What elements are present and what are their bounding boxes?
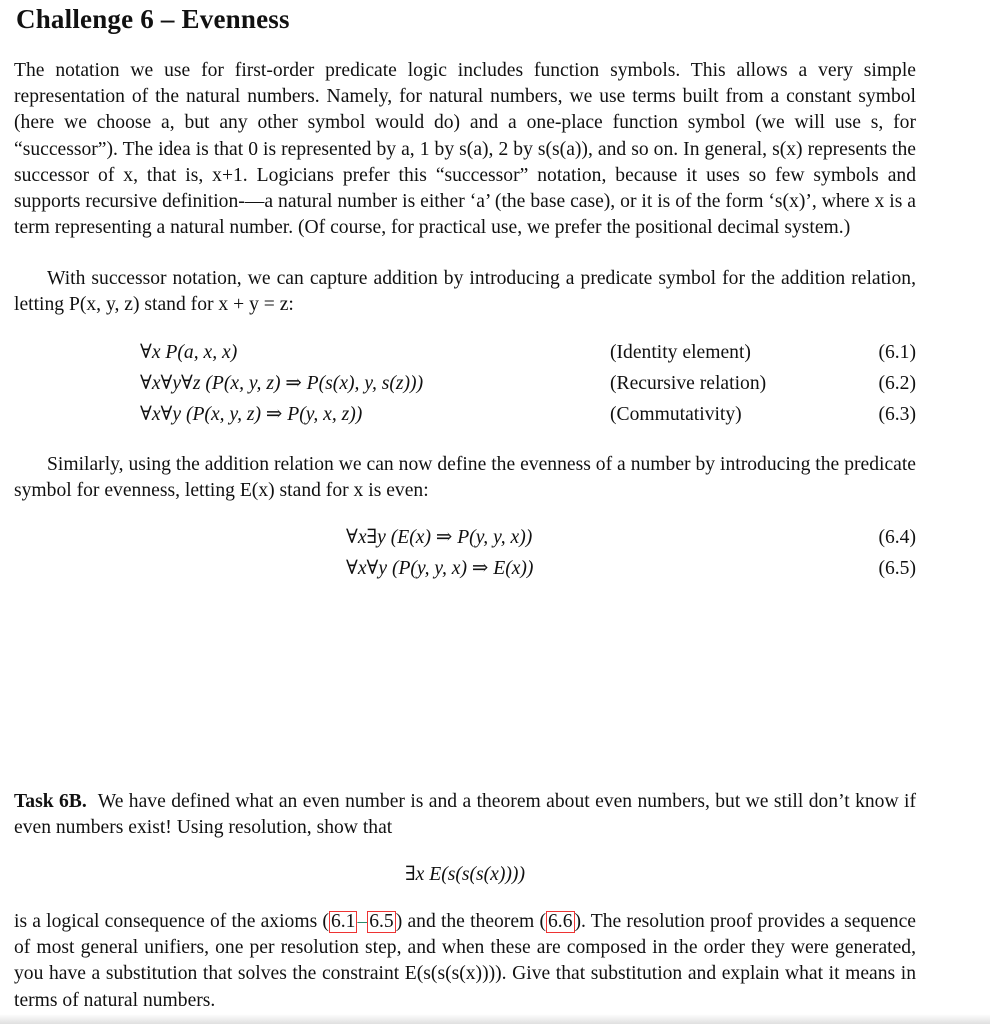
- equation-row: [14, 556, 916, 582]
- equation-formula: ∀x P(a, x, x): [140, 342, 238, 363]
- page-title: Challenge 6 – Evenness: [16, 4, 290, 34]
- equation-label: (Commutativity): [610, 404, 742, 425]
- equation-formula: ∀x∃y (E(x) ⇒ P(y, y, x)): [346, 527, 533, 548]
- task-paragraph: [14, 789, 916, 841]
- equation-row: [14, 371, 916, 397]
- equation-number: (6.5): [878, 558, 916, 579]
- equation-reference-link[interactable]: 6.5: [369, 911, 394, 932]
- page-bottom-shadow: [0, 1014, 990, 1024]
- equation-reference-link[interactable]: 6.1: [330, 911, 356, 932]
- task-text: We have defined what an even number is and a theorem about even numbers, but we still don’t know if even numbers exist! Using resolution, show that: [14, 791, 916, 839]
- task-label: Task 6B.: [14, 791, 87, 812]
- equation-formula: ∀x∀y (P(y, y, x) ⇒ E(x)): [346, 558, 534, 579]
- evenness-paragraph: Similarly, using the addition relation we can now define the evenness of a number by introducing the predicate symbol for evenness, letting E(x) stand for x is even:: [14, 454, 916, 502]
- equation-row: [14, 402, 916, 428]
- equation-label: (Recursive relation): [610, 373, 767, 394]
- task-text: is a logical consequence of the axioms (: [14, 911, 329, 932]
- task-text: ) and the theorem (: [395, 911, 546, 932]
- equation-row: [14, 340, 916, 366]
- equation-formula: ∀x∀y (P(x, y, z) ⇒ P(y, x, z)): [140, 404, 363, 425]
- equation-number: (6.2): [878, 373, 916, 394]
- equation-number: (6.3): [878, 404, 916, 425]
- equation-label: (Identity element): [610, 342, 751, 363]
- goal-formula: ∃x E(s(s(s(x)))): [405, 864, 525, 885]
- equation-number: (6.4): [878, 527, 916, 548]
- addition-paragraph: With successor notation, we can capture addition by introducing a predicate symbol for the addition relation, letting P(x, y, z) stand for x + y = z:: [14, 268, 916, 316]
- equation-formula: ∀x∀y∀z (P(x, y, z) ⇒ P(s(x), y, s(z))): [140, 373, 424, 394]
- task-continuation: [14, 909, 916, 1014]
- equation-number: (6.1): [878, 342, 916, 363]
- equation-reference-link[interactable]: 6.6: [548, 911, 573, 932]
- equation-row: [14, 525, 916, 551]
- intro-paragraph: The notation we use for first-order predicate logic includes function symbols. This allows a very simple representation of the natural numbers. Namely, for natural numbers, we use terms built from a constant symbol (here we choose a, but any other symbol would do) and a one-place function symbol (we will use s, for “successor”). The idea is that 0 is represented by a, 1 by s(a), 2 by s(s(a)), and so on. In general, s(x) represents the successor of x, that is, x+1. Logicians prefer this “successor” notation, because it uses so few symbols and supports recursive definition-—a natural number is either ‘a’ (the base case), or it is of the form ‘s(x)’, where x is a term representing a natural number. (Of course, for practical use, we prefer the positional decimal system.): [14, 60, 916, 239]
- reference-separator: –: [357, 911, 368, 932]
- task-text: ). The resolution proof provides a sequence of most general unifiers, one per resolution step, and when these are composed in the order they were generated, you have a substitution that solves the constraint E(s(s(s(x)))). Give that substitution and explain what it means in terms of natural numbers.: [14, 911, 916, 1011]
